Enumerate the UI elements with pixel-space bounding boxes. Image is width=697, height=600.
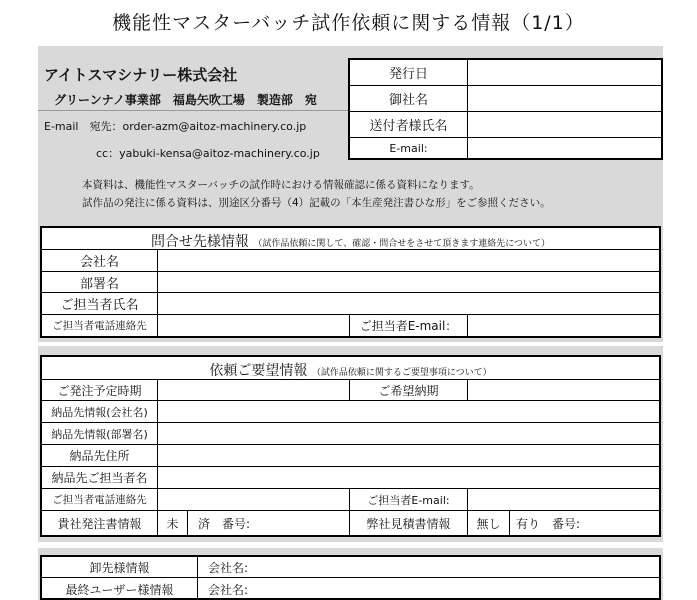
page-title: 機能性マスターバッチ試作依頼に関する情報（1/1） — [112, 12, 585, 34]
dest-company-label: 納品先情報(会社名) — [42, 401, 158, 423]
po-not-option[interactable]: 未 — [158, 511, 188, 535]
quote-info-label: 弊社見積書情報 — [350, 511, 468, 535]
contact-department-input[interactable] — [158, 272, 659, 293]
delivery-date-label: ご希望納期 — [350, 380, 468, 401]
contact-title-text: 問合せ先様情報 — [150, 234, 249, 250]
company-name: アイトスマシナリー株式会社 — [44, 66, 238, 84]
order-date-input[interactable] — [158, 380, 350, 401]
request-phone-label: ご担当者電話連絡先 — [42, 489, 158, 511]
quote-yes-option[interactable]: 有り 番号: — [516, 516, 581, 531]
contact-phone-input[interactable] — [158, 315, 350, 336]
sender-name-input[interactable] — [468, 112, 661, 138]
sender-email-input[interactable] — [468, 138, 661, 158]
client-company-input[interactable] — [468, 86, 661, 112]
contact-email-label: ご担当者E-mail： — [350, 315, 468, 336]
contact-department-label: 部署名 — [42, 272, 158, 293]
wholesaler-company-input[interactable]: 会社名: — [198, 557, 659, 578]
contact-person-input[interactable] — [158, 293, 659, 315]
sender-name-label: 送付者様氏名 — [350, 112, 468, 138]
request-email-input[interactable] — [468, 489, 659, 511]
contact-person-label: ご担当者氏名 — [42, 293, 158, 315]
dest-person-label: 納品先ご担当者名 — [42, 467, 158, 489]
contact-company-label: 会社名 — [42, 250, 158, 272]
request-phone-input[interactable] — [158, 489, 350, 511]
email-cc: cc：yabuki-kensa@aitoz-machinery.co.jp — [96, 147, 320, 160]
dest-person-input[interactable] — [158, 467, 659, 489]
wholesaler-label: 卸先様情報 — [42, 557, 198, 578]
contact-company-input[interactable] — [158, 250, 659, 272]
note-line-2: 試作品の発注に係る資料は、別途区分番号（4）記載の「本生産発注書ひな形」をご参照ください。 — [82, 197, 551, 209]
header-divider — [38, 110, 348, 111]
client-company-label: 御社名 — [350, 86, 468, 112]
issuer-form — [348, 58, 663, 160]
bottom-form — [40, 555, 661, 600]
contact-section-title — [42, 231, 659, 251]
contact-subtitle-text: （試作品依頼に関して、確認・問合せをさせて頂きます連絡先について） — [253, 239, 551, 249]
enduser-company-input[interactable]: 会社名: — [208, 582, 249, 597]
po-done-option[interactable]: 済 番号: — [188, 511, 350, 535]
po-info-label: 貴社発注書情報 — [42, 511, 158, 535]
issue-date-input[interactable] — [468, 60, 661, 86]
dest-department-label: 納品先情報(部署名) — [42, 423, 158, 445]
note-line-1: 本資料は、機能性マスターバッチの試作時における情報確認に係る資料になります。 — [82, 179, 480, 191]
delivery-date-input[interactable] — [468, 380, 659, 401]
contact-email-input[interactable] — [468, 315, 659, 336]
request-section-title — [42, 360, 659, 380]
contact-form — [40, 226, 661, 338]
request-form — [40, 355, 661, 537]
enduser-label: 最終ユーザー様情報 — [42, 578, 198, 600]
department-name: グリーンナノ事業部 福島矢吹工場 製造部 宛 — [54, 93, 317, 107]
dest-company-input[interactable] — [158, 401, 659, 423]
request-subtitle-text: （試作品依頼に関するご要望事項について） — [311, 368, 492, 378]
dest-address-input[interactable] — [158, 445, 659, 467]
quote-none-option[interactable]: 無し — [468, 511, 510, 535]
sender-email-label: E-mail: — [350, 138, 468, 158]
dest-address-label: 納品先住所 — [42, 445, 158, 467]
request-title-text: 依頼ご要望情報 — [209, 363, 308, 379]
contact-phone-label: ご担当者電話連絡先 — [42, 315, 158, 336]
order-date-label: ご発注予定時期 — [42, 380, 158, 401]
request-email-label: ご担当者E-mail: — [350, 489, 468, 511]
issue-date-label: 発行日 — [350, 60, 468, 86]
email-to: E-mail 宛先：order-azm@aitoz-machinery.co.jp — [44, 120, 307, 133]
dest-department-input[interactable] — [158, 423, 659, 445]
